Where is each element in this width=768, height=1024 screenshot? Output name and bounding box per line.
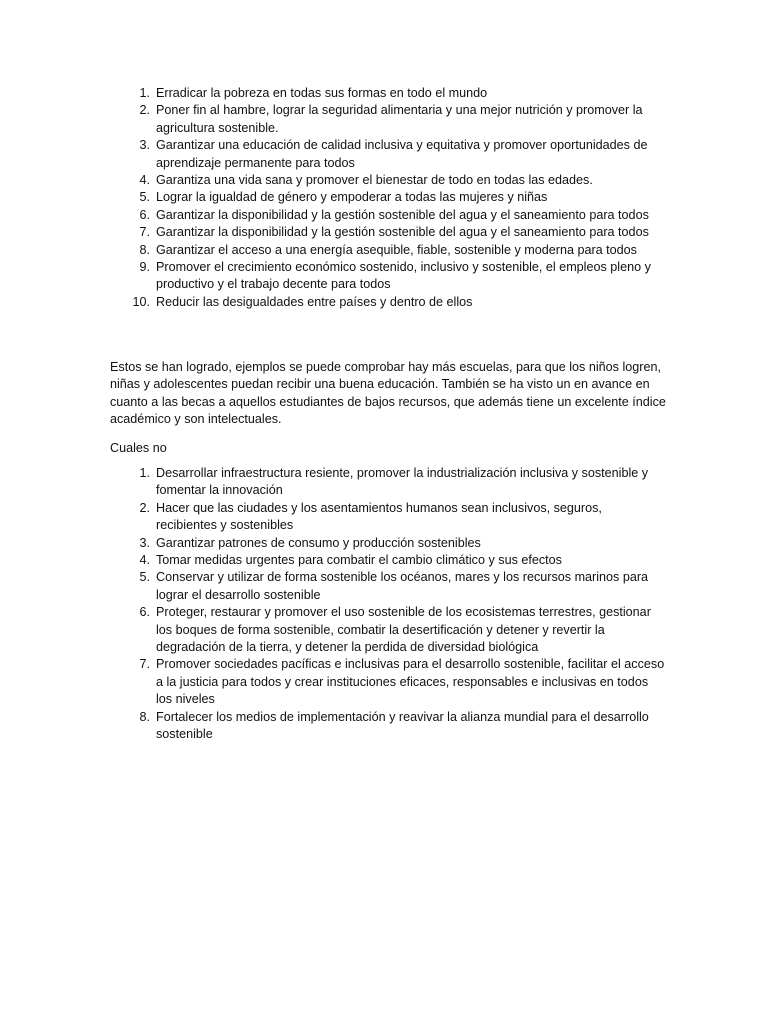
item-number: 8.	[139, 242, 150, 257]
item-text: Tomar medidas urgentes para combatir el cambio climático y sus efectos	[156, 553, 562, 568]
item-text: Garantizar el acceso a una energía asequible, fiable, sostenible y moderna para todos	[156, 242, 637, 257]
item-number: 2.	[139, 103, 150, 118]
item-text: Promover sociedades pacíficas e inclusivas para el desarrollo sostenible, facilitar el acceso a la justicia para todos y crear instituciones eficaces, responsables e inclusivas en todos los niveles	[156, 657, 665, 707]
item-number: 3.	[139, 138, 150, 153]
summary-paragraph: Estos se han logrado, ejemplos se puede comprobar hay más escuelas, para que los niños logren, niñas y adolescentes puedan recibir una buena educación. También se ha visto un en avance en cuanto a las becas a aquellos estudiantes de bajos recursos, que además tiene un excelente índice académico y son intelectuales.	[110, 360, 666, 427]
item-text: Conservar y utilizar de forma sostenible los océanos, mares y los recursos marinos para lograr el desarrollo sostenible	[156, 570, 649, 602]
list-item	[110, 604, 666, 656]
item-text: Garantizar la disponibilidad y la gestión sostenible del agua y el saneamiento para todos	[156, 225, 649, 240]
list-item	[110, 189, 666, 206]
item-number: 7.	[139, 225, 150, 240]
item-text: Garantizar la disponibilidad y la gestión sostenible del agua y el saneamiento para todos	[156, 207, 649, 222]
item-text: Promover el crecimiento económico sostenido, inclusivo y sostenible, el empleos pleno y productivo y el trabajo decente para todos	[156, 260, 651, 292]
item-number: 4.	[139, 173, 150, 188]
list-item	[110, 709, 666, 744]
item-number: 5.	[139, 190, 150, 205]
item-number: 3.	[139, 535, 150, 550]
item-number: 8.	[139, 709, 150, 724]
item-text: Garantizar patrones de consumo y producción sostenibles	[156, 535, 481, 550]
item-text: Fortalecer los medios de implementación y reavivar la alianza mundial para el desarrollo sostenible	[156, 709, 649, 742]
item-number: 1.	[139, 86, 150, 100]
list-item	[110, 569, 666, 604]
item-text: Poner fin al hambre, lograr la seguridad alimentaria y una mejor nutrición y promover la agricultura sostenible.	[156, 103, 643, 135]
item-text: Desarrollar infraestructura resiente, promover la industrialización inclusiva y sostenible y fomentar la innovación	[156, 466, 649, 498]
item-text: Lograr la igualdad de género y empoderar a todas las mujeres y niñas	[156, 190, 548, 205]
list-item	[110, 137, 666, 172]
item-number: 6.	[139, 207, 150, 222]
list-item	[110, 656, 666, 708]
achieved-goals-list	[110, 85, 666, 311]
item-text: Hacer que las ciudades y los asentamientos humanos sean inclusivos, seguros, recibientes y sostenibles	[156, 500, 602, 533]
list-item	[110, 242, 666, 259]
list-item	[110, 294, 666, 311]
item-text: Proteger, restaurar y promover el uso sostenible de los ecosistemas terrestres, gestionar los boques de forma sostenible, combatir la desertificación y detener y revertir la degradación de la tierra, y detener la perdida de diversidad biológica	[156, 605, 651, 655]
list-item	[110, 259, 666, 294]
item-number: 10.	[132, 294, 150, 309]
list-item	[110, 207, 666, 224]
item-text: Garantiza una vida sana y promover el bienestar de todo en todas las edades.	[156, 173, 593, 188]
item-number: 1.	[139, 466, 150, 480]
item-number: 7.	[139, 657, 150, 672]
list-item	[110, 172, 666, 189]
item-text: Reducir las desigualdades entre países y dentro de ellos	[156, 294, 473, 309]
item-number: 2.	[139, 500, 150, 515]
item-number: 6.	[139, 605, 150, 620]
pending-goals-list	[110, 465, 666, 744]
item-text: Erradicar la pobreza en todas sus formas en todo el mundo	[156, 86, 488, 100]
list-item	[110, 102, 666, 137]
list-item	[110, 465, 666, 500]
item-number: 5.	[139, 570, 150, 585]
list-item	[110, 535, 666, 552]
section-subheading: Cuales no	[110, 441, 167, 455]
item-number: 9.	[139, 260, 150, 275]
list-item	[110, 85, 666, 102]
item-number: 4.	[139, 553, 150, 568]
list-item	[110, 552, 666, 569]
list-item	[110, 224, 666, 241]
list-item	[110, 500, 666, 535]
item-text: Garantizar una educación de calidad inclusiva y equitativa y promover oportunidades de aprendizaje permanente para todos	[156, 138, 648, 170]
